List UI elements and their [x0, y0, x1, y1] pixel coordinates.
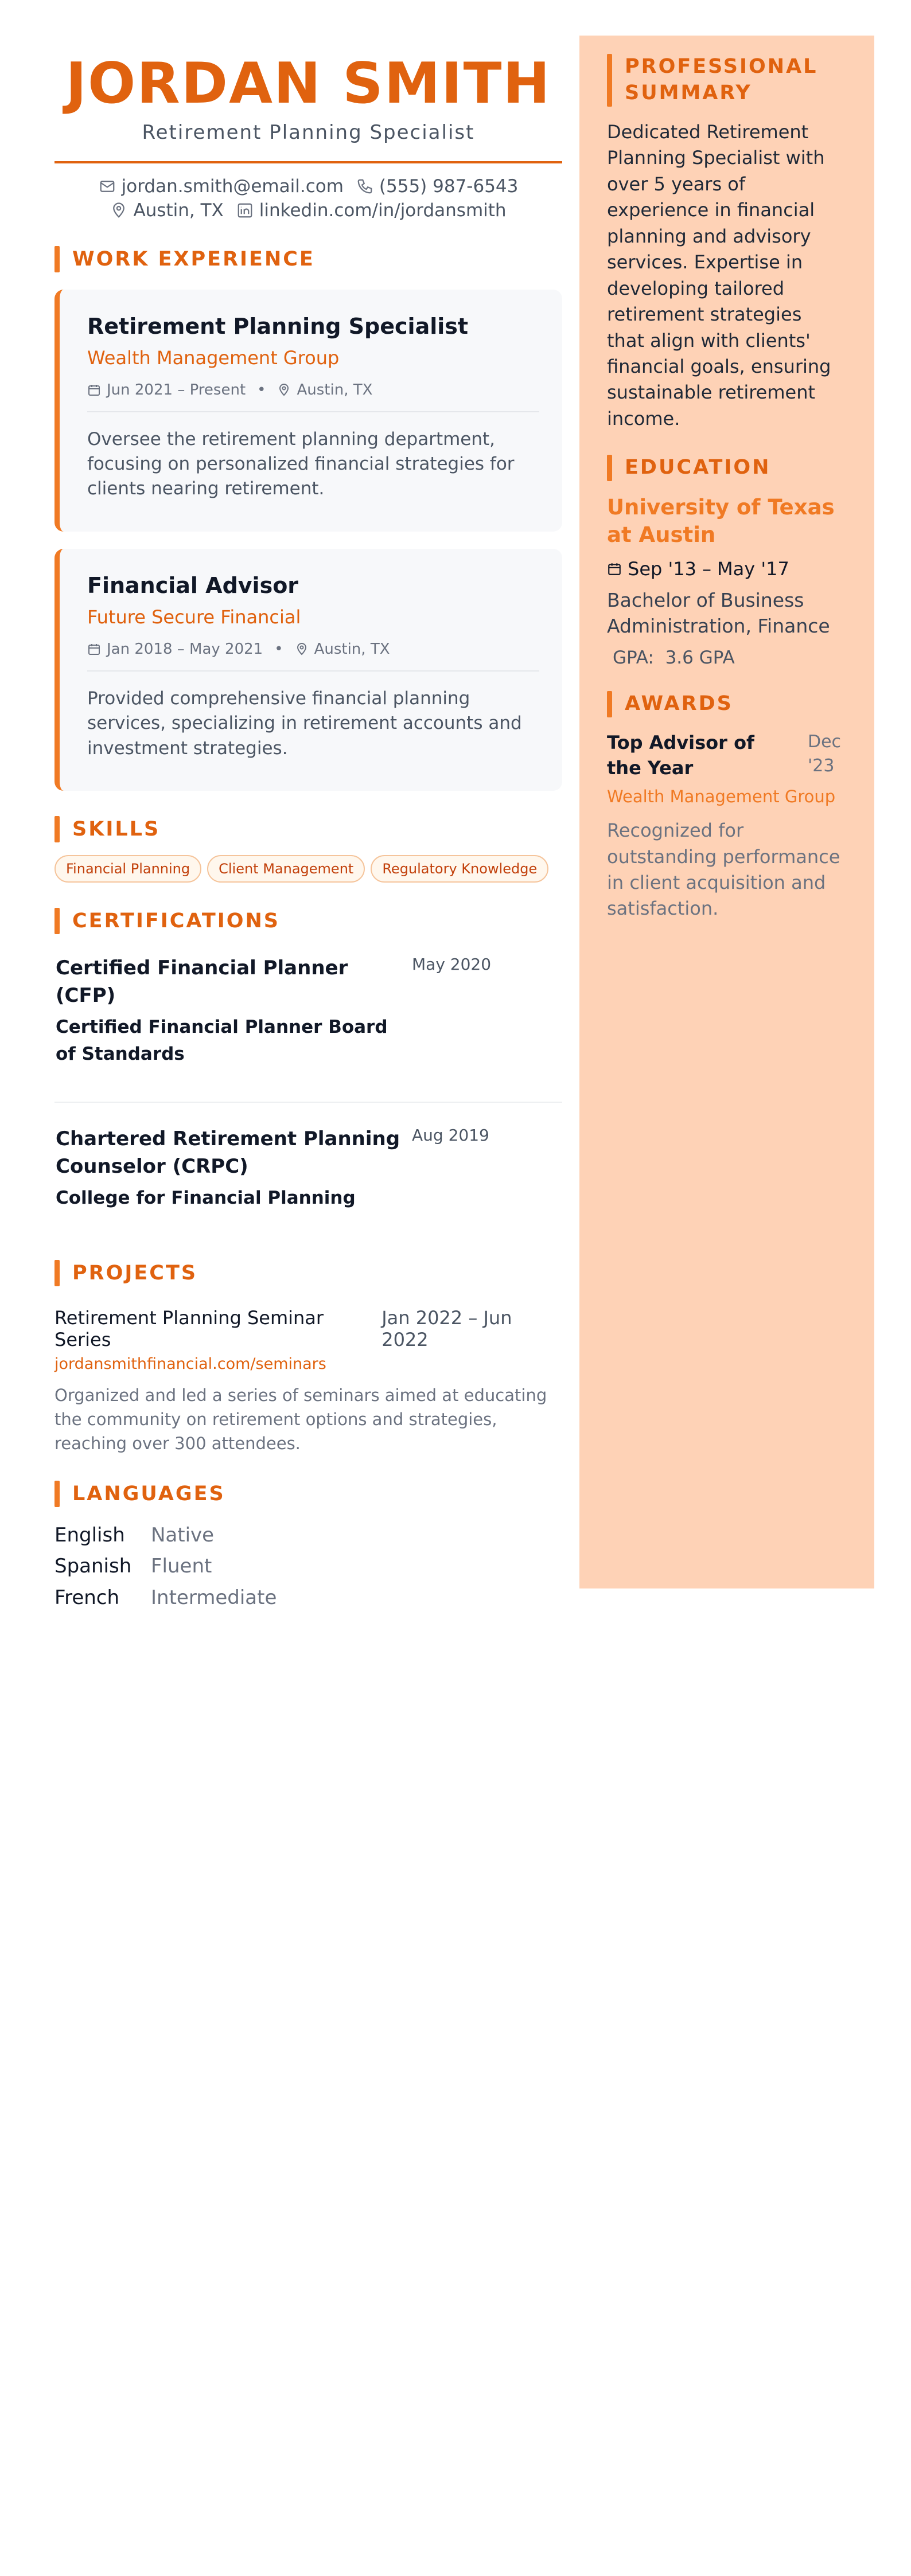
section-heading-languages — [54, 1481, 562, 1507]
section-accent-bar — [607, 455, 612, 481]
section-heading-summary — [607, 54, 842, 107]
calendar-icon — [87, 642, 101, 656]
section-heading-education — [607, 455, 842, 481]
skill-chip: Financial Planning — [54, 855, 201, 883]
section-title: PROJECTS — [72, 1261, 198, 1285]
divider — [54, 1102, 562, 1103]
main-column — [54, 37, 562, 1613]
languages-list — [54, 1520, 562, 1613]
certification-name: Certified Financial Planner (CFP) — [56, 957, 348, 1007]
experience-item — [54, 549, 562, 791]
section-accent-bar — [54, 1481, 60, 1507]
language-item — [54, 1520, 562, 1551]
job-dates: Jun 2021 – Present — [107, 381, 246, 399]
section-title: EDUCATION — [625, 456, 771, 479]
language-name: French — [54, 1586, 120, 1609]
project-dates: Jan 2022 – Jun 2022 — [381, 1306, 512, 1351]
education-end: May '17 — [717, 558, 789, 580]
contact-email[interactable] — [99, 176, 344, 197]
award-description: Recognized for outstanding performance in client acquisition and satisfaction. — [607, 819, 840, 920]
summary-text: Dedicated Retirement Planning Specialist with over 5 years of experience in financial planning and advisory services. Expertise in developing tailored retirement strategies that align with clients' financial goals, ensuring sustainable retirement income. — [607, 121, 831, 430]
divider — [87, 411, 539, 412]
gpa-value: 3.6 GPA — [665, 647, 735, 668]
contact-location — [110, 200, 223, 221]
calendar-icon — [87, 383, 101, 397]
education-dates — [607, 558, 842, 580]
job-description: Provided comprehensive financial planning services, specializing in retirement accounts and investment strategies. — [87, 688, 522, 759]
section-accent-bar — [54, 816, 60, 842]
award-organization: Wealth Management Group — [607, 787, 836, 807]
education-degree: Bachelor of Business Administration, Finance — [607, 589, 830, 637]
section-accent-bar — [54, 1260, 60, 1286]
language-item — [54, 1551, 562, 1582]
experience-item — [54, 290, 562, 532]
certification-item — [54, 1126, 562, 1212]
job-dates: Jan 2018 – May 2021 — [107, 640, 263, 658]
section-title: PROFESSIONAL SUMMARY — [625, 55, 818, 104]
project-link[interactable]: jordansmithfinancial.com/seminars — [54, 1355, 326, 1373]
skills-list — [54, 855, 562, 883]
job-title: Financial Advisor — [87, 572, 299, 598]
header-divider — [54, 161, 562, 163]
certification-date: May 2020 — [412, 955, 492, 974]
resume-header — [54, 52, 562, 221]
language-item — [54, 1582, 562, 1613]
section-title: LANGUAGES — [72, 1482, 225, 1506]
award-item — [607, 730, 842, 782]
language-level: Native — [151, 1524, 215, 1547]
contact-list — [54, 176, 562, 221]
linkedin-icon — [236, 202, 254, 219]
section-accent-bar — [607, 54, 612, 107]
contact-linkedin[interactable] — [236, 200, 507, 221]
meta-separator: • — [274, 640, 283, 658]
education-start: Sep '13 — [628, 558, 696, 580]
language-level: Fluent — [151, 1555, 212, 1578]
section-heading-certifications — [54, 908, 562, 934]
education-school: University of Texas at Austin — [607, 495, 835, 548]
gpa-label: GPA: — [613, 647, 654, 668]
certification-issuer: College for Financial Planning — [56, 1188, 356, 1209]
section-accent-bar — [607, 691, 612, 717]
contact-phone[interactable] — [356, 176, 518, 197]
meta-separator: • — [257, 381, 266, 399]
certification-issuer: Certified Financial Planner Board of Standards — [56, 1017, 388, 1064]
location-pin-icon — [295, 642, 309, 656]
language-name: Spanish — [54, 1555, 132, 1578]
divider — [87, 670, 539, 672]
certification-item — [54, 955, 562, 1067]
section-title: WORK EXPERIENCE — [72, 247, 315, 271]
certification-name: Chartered Retirement Planning Counselor (CRPC) — [56, 1127, 400, 1178]
language-name: English — [54, 1524, 125, 1547]
mail-icon — [99, 178, 116, 195]
section-accent-bar — [54, 246, 60, 272]
section-title: AWARDS — [625, 692, 733, 715]
section-title: CERTIFICATIONS — [72, 910, 281, 933]
section-heading-experience — [54, 246, 562, 272]
section-heading-skills — [54, 816, 562, 842]
location-text: Austin, TX — [133, 200, 224, 221]
award-date: Dec '23 — [808, 731, 842, 776]
skill-chip: Regulatory Knowledge — [371, 855, 548, 883]
section-accent-bar — [54, 908, 60, 934]
job-location: Austin, TX — [314, 640, 390, 658]
email-text: jordan.smith@email.com — [121, 175, 344, 197]
calendar-icon — [607, 561, 622, 576]
language-level: Intermediate — [151, 1586, 277, 1609]
candidate-title: Retirement Planning Specialist — [142, 120, 475, 144]
phone-text: (555) 987-6543 — [379, 175, 519, 197]
linkedin-text: linkedin.com/in/jordansmith — [259, 200, 507, 221]
certification-date: Aug 2019 — [412, 1126, 489, 1145]
award-name: Top Advisor of the Year — [607, 731, 754, 779]
section-title: SKILLS — [72, 818, 161, 841]
job-meta — [87, 381, 539, 399]
job-company: Future Secure Financial — [87, 606, 301, 628]
education-gpa — [607, 647, 842, 668]
candidate-name: JORDAN SMITH — [65, 51, 551, 116]
project-description: Organized and led a series of seminars aimed at educating the community on retirement options and strategies, reaching over 300 attendees. — [54, 1385, 547, 1453]
section-heading-awards — [607, 691, 842, 717]
job-meta — [87, 641, 539, 658]
job-location: Austin, TX — [297, 381, 373, 399]
sidebar — [579, 36, 874, 1588]
date-dash: – — [702, 558, 711, 580]
skill-chip: Client Management — [207, 855, 365, 883]
project-item — [54, 1307, 562, 1455]
project-name: Retirement Planning Seminar Series — [54, 1306, 324, 1351]
section-heading-projects — [54, 1260, 562, 1286]
job-company: Wealth Management Group — [87, 346, 340, 369]
location-pin-icon — [110, 202, 127, 219]
job-description: Oversee the retirement planning department, focusing on personalized financial strategies for clients nearing retirement. — [87, 428, 515, 499]
location-pin-icon — [277, 383, 291, 397]
job-title: Retirement Planning Specialist — [87, 313, 469, 339]
phone-icon — [356, 178, 373, 195]
